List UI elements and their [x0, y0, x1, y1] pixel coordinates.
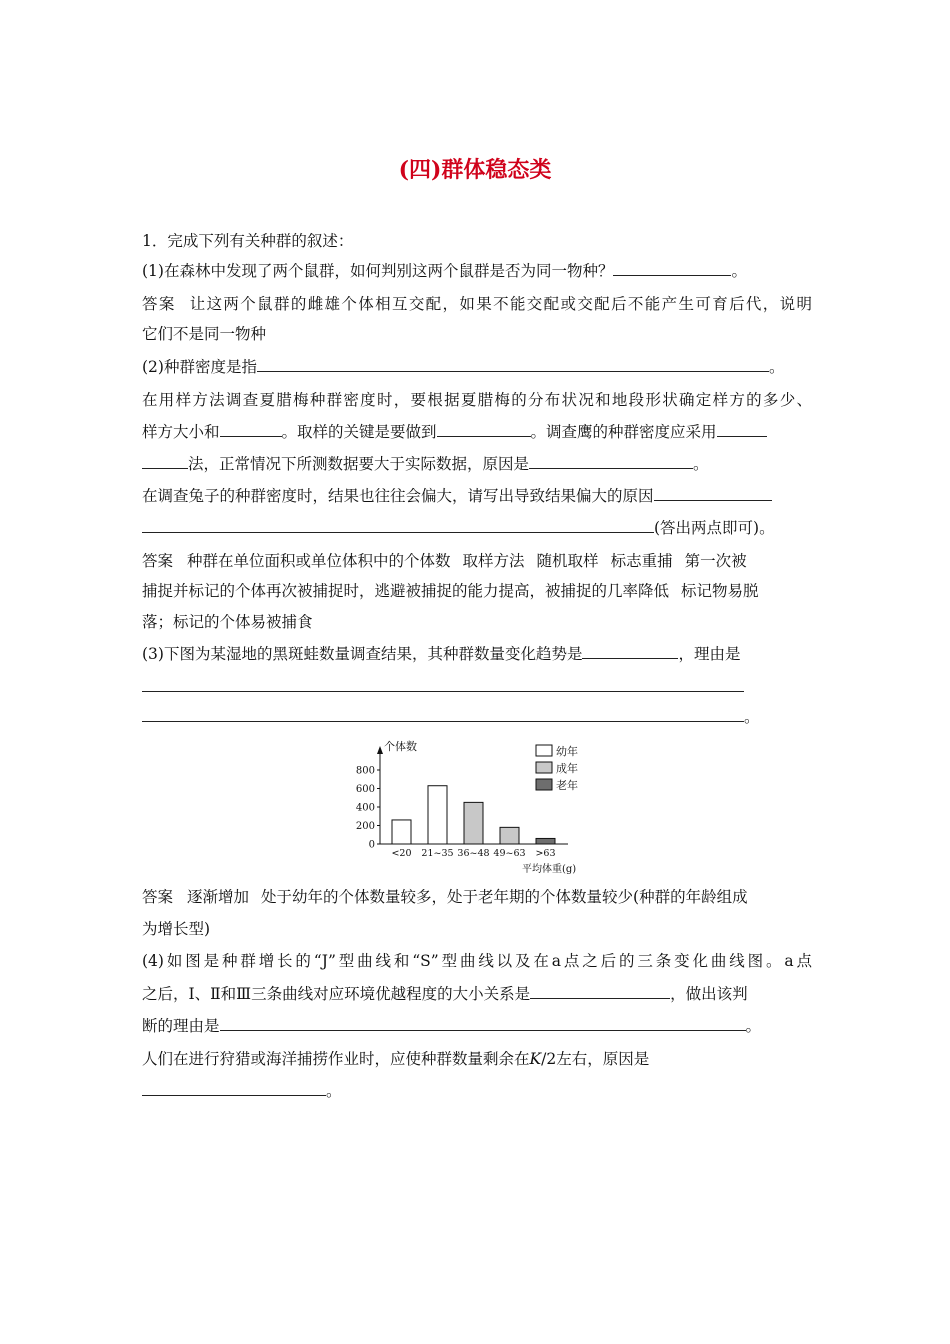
part1-answer-cont: 它们不是同一物种: [142, 325, 267, 343]
y-tick-label: 800: [355, 765, 375, 777]
part3-question: (3)下图为某湿地的黑斑蛙数量调查结果，其种群数量变化趋势是 ，理由是: [142, 645, 741, 663]
bar-4: [500, 827, 519, 844]
y-tick-label: 600: [355, 784, 375, 795]
answer-blank[interactable]: [530, 984, 670, 999]
part2-text-1: 在用样方法调查夏腊梅种群密度时，要根据夏腊梅的分布状况和地段形状确定样方的多少、: [142, 391, 812, 409]
part2-text-5: (答出两点即可)。: [142, 517, 775, 539]
answer-blank[interactable]: [257, 357, 769, 372]
answer-blank[interactable]: [529, 454, 693, 469]
part4-text-4: 人们在进行狩猎或海洋捕捞作业时，应使种群数量剩余在K/2左右，原因是: [142, 1050, 650, 1068]
x-tick-label: 36~48: [457, 848, 490, 859]
legend-label: 幼年: [556, 745, 578, 758]
answer-blank[interactable]: [654, 486, 772, 501]
part4-text-1: (4)如图是种群增长的“J”型曲线和“S”型曲线以及在a点之后的三条变化曲线图。a点: [142, 952, 812, 970]
answer-blank[interactable]: [142, 518, 654, 533]
x-tick-label: 21~35: [421, 848, 454, 859]
part2-question: (2)种群密度是指 。: [142, 358, 785, 376]
legend-label: 成年: [556, 762, 578, 775]
part4-text-5: 。: [142, 1080, 342, 1102]
legend-label: 老年: [556, 779, 578, 792]
bar-3: [464, 802, 483, 844]
page-title: (四)群体稳态类: [398, 157, 552, 183]
part2-text-2: 样方大小和 。取样的关键是要做到 。调查鹰的种群密度应采用: [142, 421, 767, 443]
part2-answer-cont: 捕捉并标记的个体再次被捕捉时，逃避被捕捉的能力提高，被捕捉的几率降低 标记物易脱: [142, 582, 759, 600]
answer-blank[interactable]: [437, 422, 531, 437]
y-axis-label: 个体数: [384, 740, 417, 753]
y-axis-arrow: [377, 746, 383, 754]
x-axis-label: 平均体重(g): [522, 864, 577, 875]
answer-blank[interactable]: [142, 707, 744, 722]
answer-blank[interactable]: [142, 677, 744, 692]
x-tick-label: 49~63: [493, 848, 526, 859]
part3-answer-cont: 为增长型): [142, 920, 211, 938]
bar-5: [536, 838, 555, 844]
answer-blank[interactable]: [142, 454, 188, 469]
answer-blank[interactable]: [717, 422, 767, 437]
legend-swatch: [536, 762, 552, 773]
part2-text-4: 在调查兔子的种群密度时，结果也往往会偏大，请写出导致结果偏大的原因: [142, 485, 772, 507]
bar-2: [428, 786, 447, 844]
answer-blank[interactable]: [582, 644, 678, 659]
answer-blank[interactable]: [220, 422, 282, 437]
part4-text-2: 之后，Ⅰ、Ⅱ和Ⅲ三条曲线对应环境优越程度的大小关系是 ，做出该判: [142, 985, 748, 1003]
part2-text-3: 法，正常情况下所测数据要大于实际数据，原因是 。: [142, 453, 709, 475]
age-structure-bar-chart: [350, 736, 600, 876]
part1-question: (1)在森林中发现了两个鼠群，如何判别这两个鼠群是否为同一物种？ 。: [142, 262, 747, 280]
answer-blank[interactable]: [142, 1081, 326, 1096]
legend-swatch: [536, 745, 552, 756]
part3-blank-line-2: 。: [142, 706, 760, 728]
part3-blank-line: [142, 676, 744, 698]
part1-answer: 答案 让这两个鼠群的雌雄个体相互交配，如果不能交配或交配后不能产生可育后代，说明: [142, 295, 812, 313]
legend-swatch: [536, 779, 552, 790]
y-tick-label: 400: [355, 802, 375, 814]
part4-text-3: 断的理由是 。: [142, 1017, 762, 1035]
x-tick-label: <20: [391, 848, 412, 859]
answer-blank[interactable]: [220, 1016, 746, 1031]
bar-1: [392, 820, 411, 844]
part2-answer: 答案 种群在单位面积或单位体积中的个体数 取样方法 随机取样 标志重捕 第一次被: [142, 552, 747, 570]
x-tick-label: >63: [535, 848, 556, 859]
y-tick-label: 200: [355, 821, 375, 832]
question-intro: 1．完成下列有关种群的叙述：: [142, 232, 354, 250]
part3-answer: 答案 逐渐增加 处于幼年的个体数量较多，处于老年期的个体数量较少(种群的年龄组成: [142, 888, 748, 906]
answer-blank[interactable]: [613, 261, 731, 276]
y-tick-label: 0: [368, 839, 375, 851]
part2-answer-cont-2: 落；标记的个体易被捕食: [142, 613, 313, 631]
